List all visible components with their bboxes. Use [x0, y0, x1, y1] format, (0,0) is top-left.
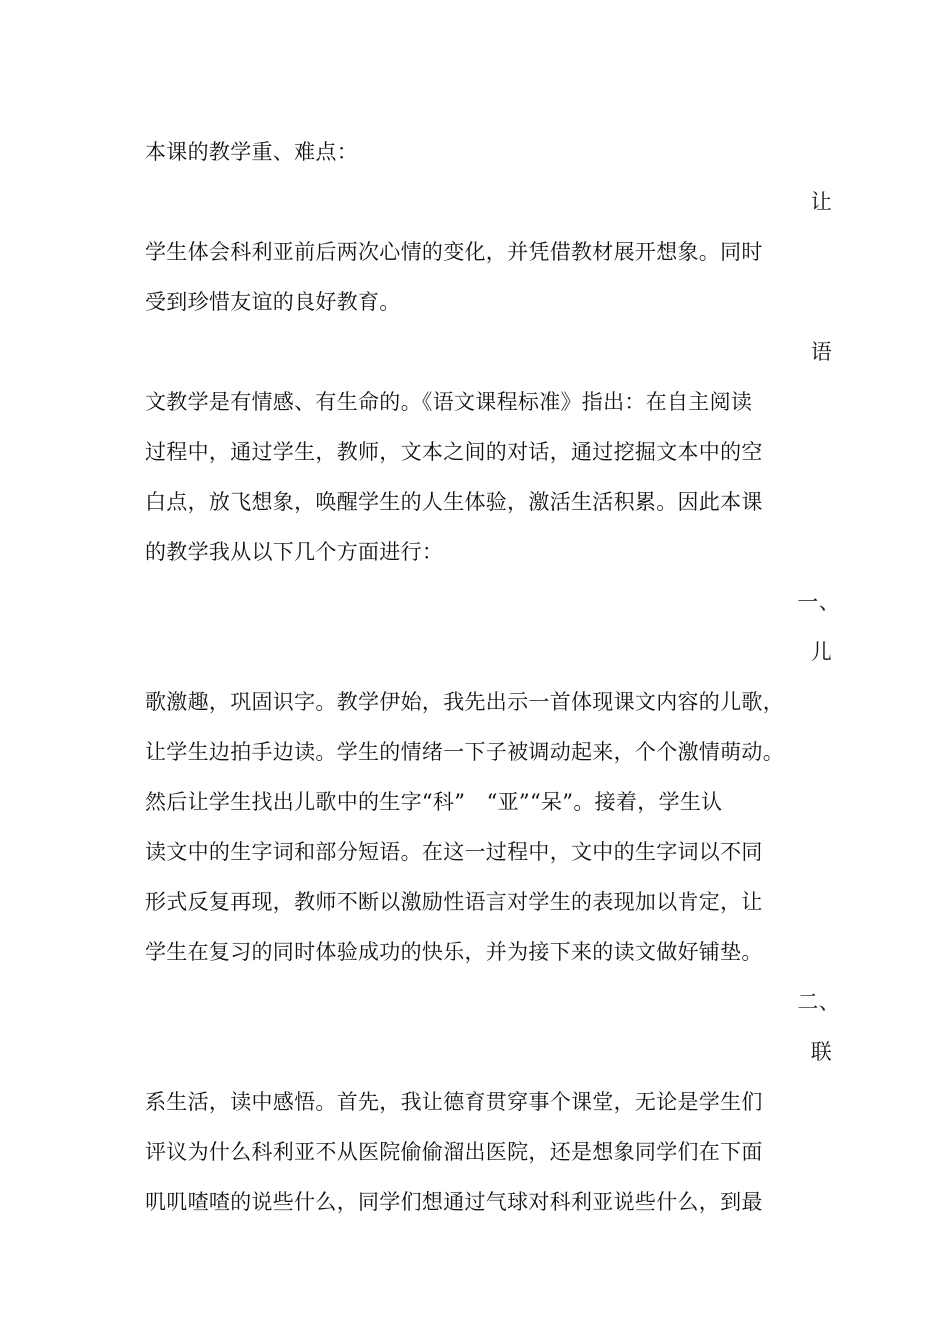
text-line: 学生体会科利亚前后两次心情的变化，并凭借教材展开想象。同时 [145, 240, 763, 264]
text-line: 受到珍惜友谊的良好教育。 [145, 290, 401, 314]
text-line: 的教学我从以下几个方面进行： [145, 540, 444, 564]
text-line: 叽叽喳喳的说些什么，同学们想通过气球对科利亚说些什么，到最 [145, 1190, 763, 1214]
text-line: 学生在复习的同时体验成功的快乐，并为接下来的读文做好铺垫。 [145, 940, 763, 964]
text-line: 过程中，通过学生，教师，文本之间的对话，通过挖掘文本中的空 [145, 440, 763, 464]
text-line: 文教学是有情感、有生命的。《语文课程标准》指出：在自主阅读 [145, 390, 753, 414]
paragraph-start-char: 儿 [810, 640, 832, 664]
section-number: 二、 [797, 990, 840, 1014]
text-line: 然后让学生找出儿歌中的生字“科” “亚”“呆”。接着，学生认 [145, 790, 723, 814]
text-line: 白点，放飞想象，唤醒学生的人生体验，激活生活积累。因此本课 [145, 490, 763, 514]
text-line: 歌激趣，巩固识字。教学伊始，我先出示一首体现课文内容的儿歌， [145, 690, 784, 714]
heading-key-points: 本课的教学重、难点： [145, 140, 358, 164]
paragraph-start-char: 联 [810, 1040, 832, 1064]
text-line: 让学生边拍手边读。学生的情绪一下子被调动起来，个个激情萌动。 [145, 740, 784, 764]
section-number: 一、 [797, 590, 840, 614]
paragraph-start-char: 让 [810, 190, 832, 214]
paragraph-start-char: 语 [810, 340, 832, 364]
text-line: 读文中的生字词和部分短语。在这一过程中，文中的生字词以不同 [145, 840, 763, 864]
text-line: 系生活，读中感悟。首先，我让德育贯穿事个课堂，无论是学生们 [145, 1090, 763, 1114]
text-line: 形式反复再现，教师不断以激励性语言对学生的表现加以肯定，让 [145, 890, 763, 914]
text-line: 评议为什么科利亚不从医院偷偷溜出医院，还是想象同学们在下面 [145, 1140, 763, 1164]
